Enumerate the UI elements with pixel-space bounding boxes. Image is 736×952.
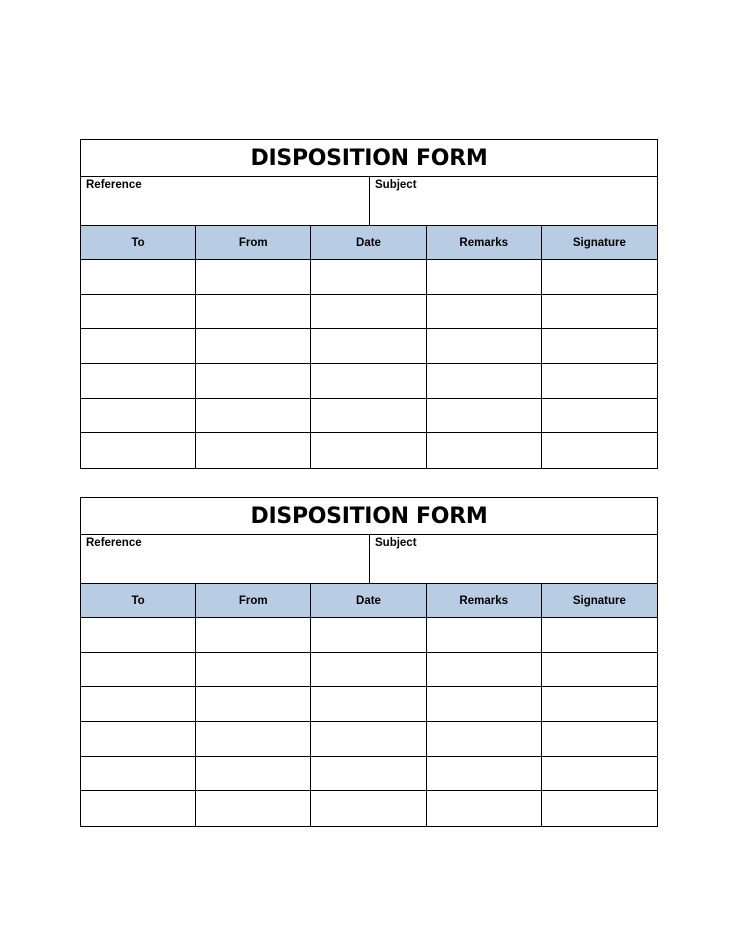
table-cell[interactable] [311, 295, 426, 330]
table-cell[interactable] [427, 791, 542, 826]
column-header-to: To [81, 584, 196, 618]
table-cell[interactable] [196, 653, 311, 688]
form-title: DISPOSITION FORM [81, 140, 657, 177]
column-header-from: From [196, 226, 311, 260]
table-cell[interactable] [542, 791, 657, 826]
table-cell[interactable] [542, 433, 657, 468]
column-header-signature: Signature [542, 584, 657, 618]
table-cell[interactable] [427, 364, 542, 399]
column-header-date: Date [311, 584, 426, 618]
table-cell[interactable] [427, 687, 542, 722]
table-cell[interactable] [196, 618, 311, 653]
table-cell[interactable] [81, 687, 196, 722]
table-cell[interactable] [427, 260, 542, 295]
table-cell[interactable] [542, 687, 657, 722]
table-cell[interactable] [427, 329, 542, 364]
table-cell[interactable] [196, 364, 311, 399]
table-cell[interactable] [311, 653, 426, 688]
table-cell[interactable] [311, 260, 426, 295]
form-title: DISPOSITION FORM [81, 498, 657, 535]
routing-table [81, 584, 657, 826]
table-cell[interactable] [427, 618, 542, 653]
table-cell[interactable] [542, 295, 657, 330]
table-cell[interactable] [311, 687, 426, 722]
table-cell[interactable] [311, 618, 426, 653]
column-header-remarks: Remarks [427, 584, 542, 618]
table-cell[interactable] [81, 757, 196, 792]
table-cell[interactable] [427, 399, 542, 434]
reference-field[interactable]: Reference [81, 177, 370, 225]
table-cell[interactable] [427, 722, 542, 757]
column-header-remarks: Remarks [427, 226, 542, 260]
disposition-form-2 [80, 497, 658, 827]
table-cell[interactable] [196, 722, 311, 757]
table-cell[interactable] [311, 433, 426, 468]
table-cell[interactable] [196, 687, 311, 722]
table-cell[interactable] [311, 329, 426, 364]
table-cell[interactable] [542, 618, 657, 653]
table-cell[interactable] [81, 618, 196, 653]
table-cell[interactable] [81, 329, 196, 364]
table-cell[interactable] [542, 329, 657, 364]
table-cell[interactable] [542, 260, 657, 295]
table-cell[interactable] [311, 364, 426, 399]
column-header-from: From [196, 584, 311, 618]
table-cell[interactable] [427, 653, 542, 688]
table-cell[interactable] [81, 260, 196, 295]
table-cell[interactable] [196, 757, 311, 792]
table-cell[interactable] [311, 722, 426, 757]
table-cell[interactable] [81, 722, 196, 757]
column-header-date: Date [311, 226, 426, 260]
table-cell[interactable] [81, 364, 196, 399]
table-cell[interactable] [196, 399, 311, 434]
reference-subject-row [81, 535, 657, 584]
table-cell[interactable] [196, 260, 311, 295]
column-header-to: To [81, 226, 196, 260]
table-cell[interactable] [542, 399, 657, 434]
table-cell[interactable] [81, 433, 196, 468]
table-cell[interactable] [542, 364, 657, 399]
table-cell[interactable] [196, 295, 311, 330]
table-cell[interactable] [81, 399, 196, 434]
table-cell[interactable] [81, 653, 196, 688]
table-cell[interactable] [427, 295, 542, 330]
table-cell[interactable] [311, 757, 426, 792]
table-cell[interactable] [81, 791, 196, 826]
table-cell[interactable] [427, 433, 542, 468]
routing-table [81, 226, 657, 468]
table-cell[interactable] [542, 757, 657, 792]
disposition-form-1 [80, 139, 658, 469]
table-cell[interactable] [311, 791, 426, 826]
table-cell[interactable] [311, 399, 426, 434]
table-cell[interactable] [542, 653, 657, 688]
table-cell[interactable] [81, 295, 196, 330]
table-cell[interactable] [196, 791, 311, 826]
table-cell[interactable] [427, 757, 542, 792]
subject-field[interactable]: Subject [375, 537, 417, 549]
reference-subject-row [81, 177, 657, 226]
subject-field[interactable]: Subject [375, 179, 417, 191]
table-cell[interactable] [542, 722, 657, 757]
table-cell[interactable] [196, 433, 311, 468]
table-cell[interactable] [196, 329, 311, 364]
reference-field[interactable]: Reference [81, 535, 370, 583]
column-header-signature: Signature [542, 226, 657, 260]
